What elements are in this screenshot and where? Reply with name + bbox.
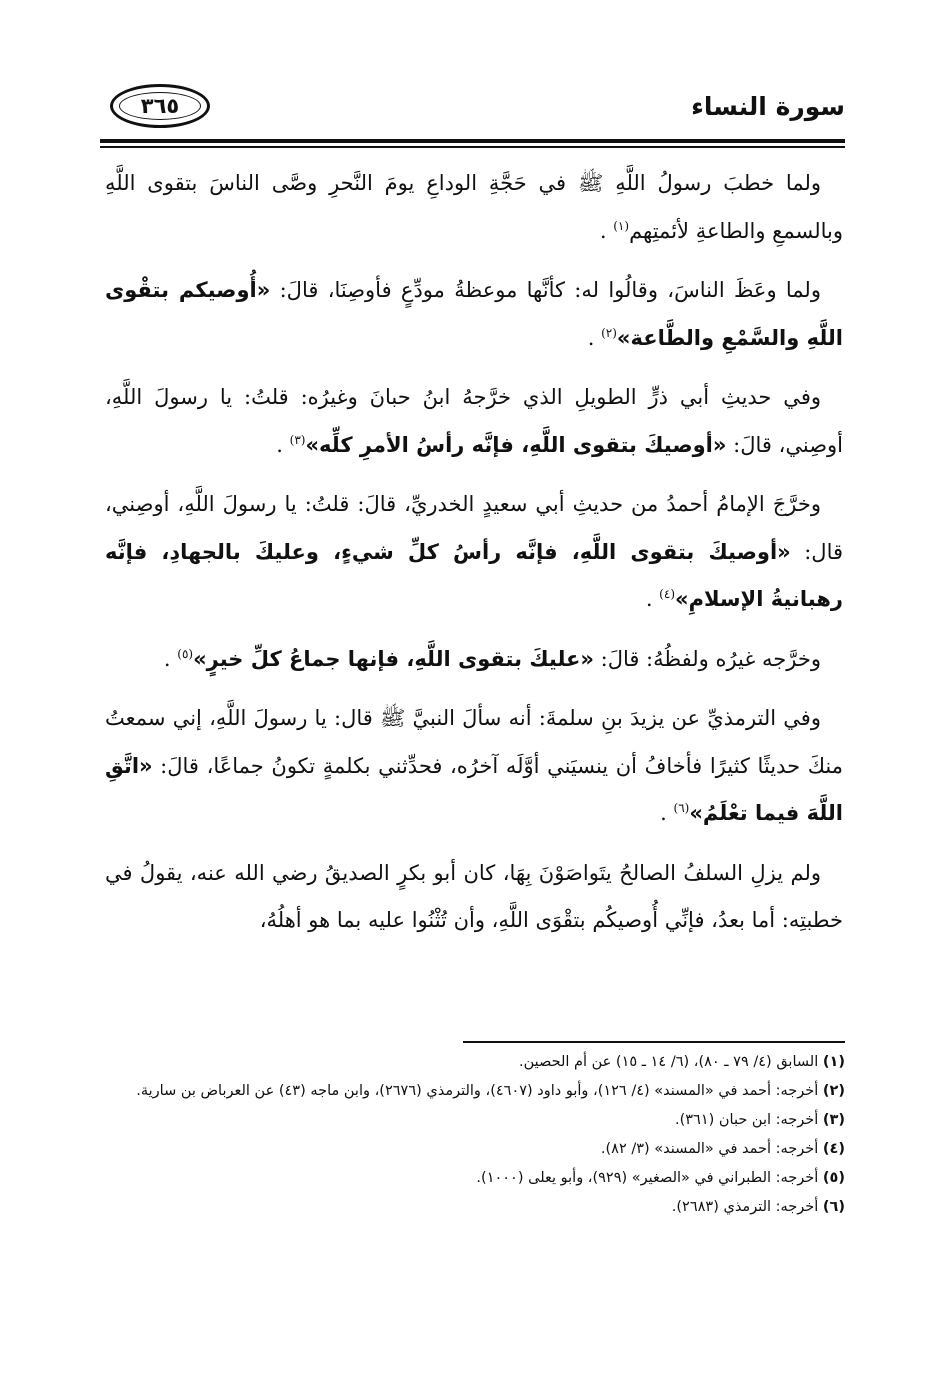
paragraph-text: وخرَّجَ الإمامُ أحمدُ من حديثِ أبي سعيدٍ الخدريِّ، قالَ: قلتُ: يا رسولَ اللَّهِ، أوصِني، قال: — [105, 492, 844, 564]
paragraph-text: وفي الترمذيِّ عن يزيدَ بنِ سلمةَ: أنه سألَ النبيَّ ﷺ قال: يا رسولَ اللَّهِ، إني سمعتُ منكَ حديثًا كثيرًا فأخافُ أن ينسيَني أوَّلَه آخرُه، فحدِّثني بكلمةٍ تكونُ جماعًا، قالَ: — [105, 706, 843, 778]
footnote-number: (٣) — [822, 1112, 845, 1128]
paragraph — [105, 636, 843, 684]
paragraph-end: . — [163, 646, 178, 671]
footnote-ref: (٥) — [177, 646, 194, 661]
paragraph-text: وفي حديثِ أبي ذرٍّ الطويلِ الذي خرَّجهُ ابنُ حبانَ وغيرُه: قلتُ: يا رسولَ اللَّهِ، أوصِني، قالَ: — [105, 385, 843, 457]
footnote — [105, 1164, 845, 1193]
paragraph-text: ولما وعَظَ الناسَ، وقالُوا له: كأنَّها موعظةُ مودِّعٍ فأوصِنَا، قالَ: — [270, 278, 821, 302]
hadith-quote: «اتَّقِ اللَّهَ فيما تعْلَمُ» — [105, 753, 843, 825]
footnote-ref: (٢) — [601, 325, 617, 340]
hadith-quote: «أوصيكَ بتقوى اللَّهِ، فإنَّه رأسُ الأمرِ كلِّه» — [305, 432, 727, 457]
paragraph-text: وخرَّجه غيرُه ولفظُهُ: قالَ: — [593, 646, 821, 671]
footnote-text: السابق (٤/ ٧٩ ـ ٨٠)، (٦/ ١٤ ـ ١٥) عن أم الحصين. — [519, 1054, 819, 1070]
footnote-separator — [463, 1041, 845, 1043]
footnote-ref: (٦) — [673, 801, 690, 815]
footnote-text: أخرجه: ابن حبان (٣٦١). — [674, 1112, 819, 1128]
paragraph-end: . — [276, 432, 290, 457]
paragraph-text: ولم يزلِ السلفُ الصالحُ يتَواصَوْنَ بِهَا، كان أبو بكرٍ الصديقُ رضي الله عنه، يقولُ في خطبتِه: أما بعدُ، فإنِّي أُوصيكُم بتقْوَى اللَّهِ، وأن تُثْنُوا عليه بما هو أهلُهُ، — [105, 860, 843, 932]
hadith-quote: «أُوصيكم بتقْوى اللَّهِ والسَّمْعِ والطَّاعة» — [105, 278, 843, 350]
running-title: سورة النساء — [691, 92, 845, 121]
main-text — [105, 160, 843, 957]
paragraph-end: . — [660, 801, 674, 825]
footnote-number: (١) — [822, 1054, 845, 1070]
footnote — [105, 1106, 845, 1135]
page-number: ٣٦٥ — [140, 94, 180, 118]
footnote-ref: (٤) — [659, 587, 675, 601]
page-number-ornament — [110, 84, 210, 128]
header-rule-thick — [100, 139, 845, 143]
footnote — [105, 1135, 845, 1164]
footnote-text: أخرجه: أحمد في «المسند» (٤/ ١٢٦)، وأبو داود (٤٦٠٧)، والترمذي (٢٦٧٦)، وابن ماجه (٤٣) عن العرباض بن سارية. — [136, 1083, 819, 1099]
hadith-quote: «عليكَ بتقوى اللَّهِ، فإنها جماعُ كلِّ خيرٍ» — [193, 646, 594, 671]
paragraph — [105, 160, 843, 255]
footnote-number: (٢) — [822, 1083, 845, 1099]
footnote-number: (٦) — [822, 1199, 845, 1215]
paragraph — [105, 267, 843, 362]
paragraph-text: ولما خطبَ رسولُ اللَّهِ ﷺ في حَجَّةِ الوداعِ يومَ النَّحرِ وصَّى الناسَ بتقوى اللَّهِ وبالسمعِ والطاعةِ لأئمتِهم — [105, 171, 843, 243]
paragraph — [105, 850, 843, 945]
footnote — [105, 1077, 845, 1106]
footnote-ref: (٣) — [289, 432, 306, 447]
footnote-number: (٥) — [822, 1170, 845, 1186]
footnote-ref: (١) — [613, 218, 630, 233]
paragraph-end: . — [599, 218, 614, 243]
hadith-quote: «أوصيكَ بتقوى اللَّهِ، فإنَّه رأسُ كلِّ شيءٍ، وعليكَ بالجهادِ، فإنَّه رهبانيةُ الإسلامِ» — [105, 539, 843, 611]
footnotes — [105, 1048, 845, 1222]
paragraph — [105, 481, 843, 624]
paragraph — [105, 695, 843, 838]
header-rule-thin — [100, 146, 845, 148]
paragraph — [105, 374, 843, 469]
paragraph-end: . — [587, 325, 602, 350]
footnote-text: أخرجه: الترمذي (٢٦٨٣). — [671, 1199, 819, 1215]
footnote — [105, 1193, 845, 1222]
footnote — [105, 1048, 845, 1077]
paragraph-end: . — [645, 587, 660, 611]
footnote-number: (٤) — [822, 1141, 845, 1157]
footnote-text: أخرجه: أحمد في «المسند» (٣/ ٨٢). — [600, 1141, 819, 1157]
footnote-text: أخرجه: الطبراني في «الصغير» (٩٢٩)، وأبو يعلى (١٠٠٠). — [476, 1170, 819, 1186]
page-header — [100, 78, 845, 138]
